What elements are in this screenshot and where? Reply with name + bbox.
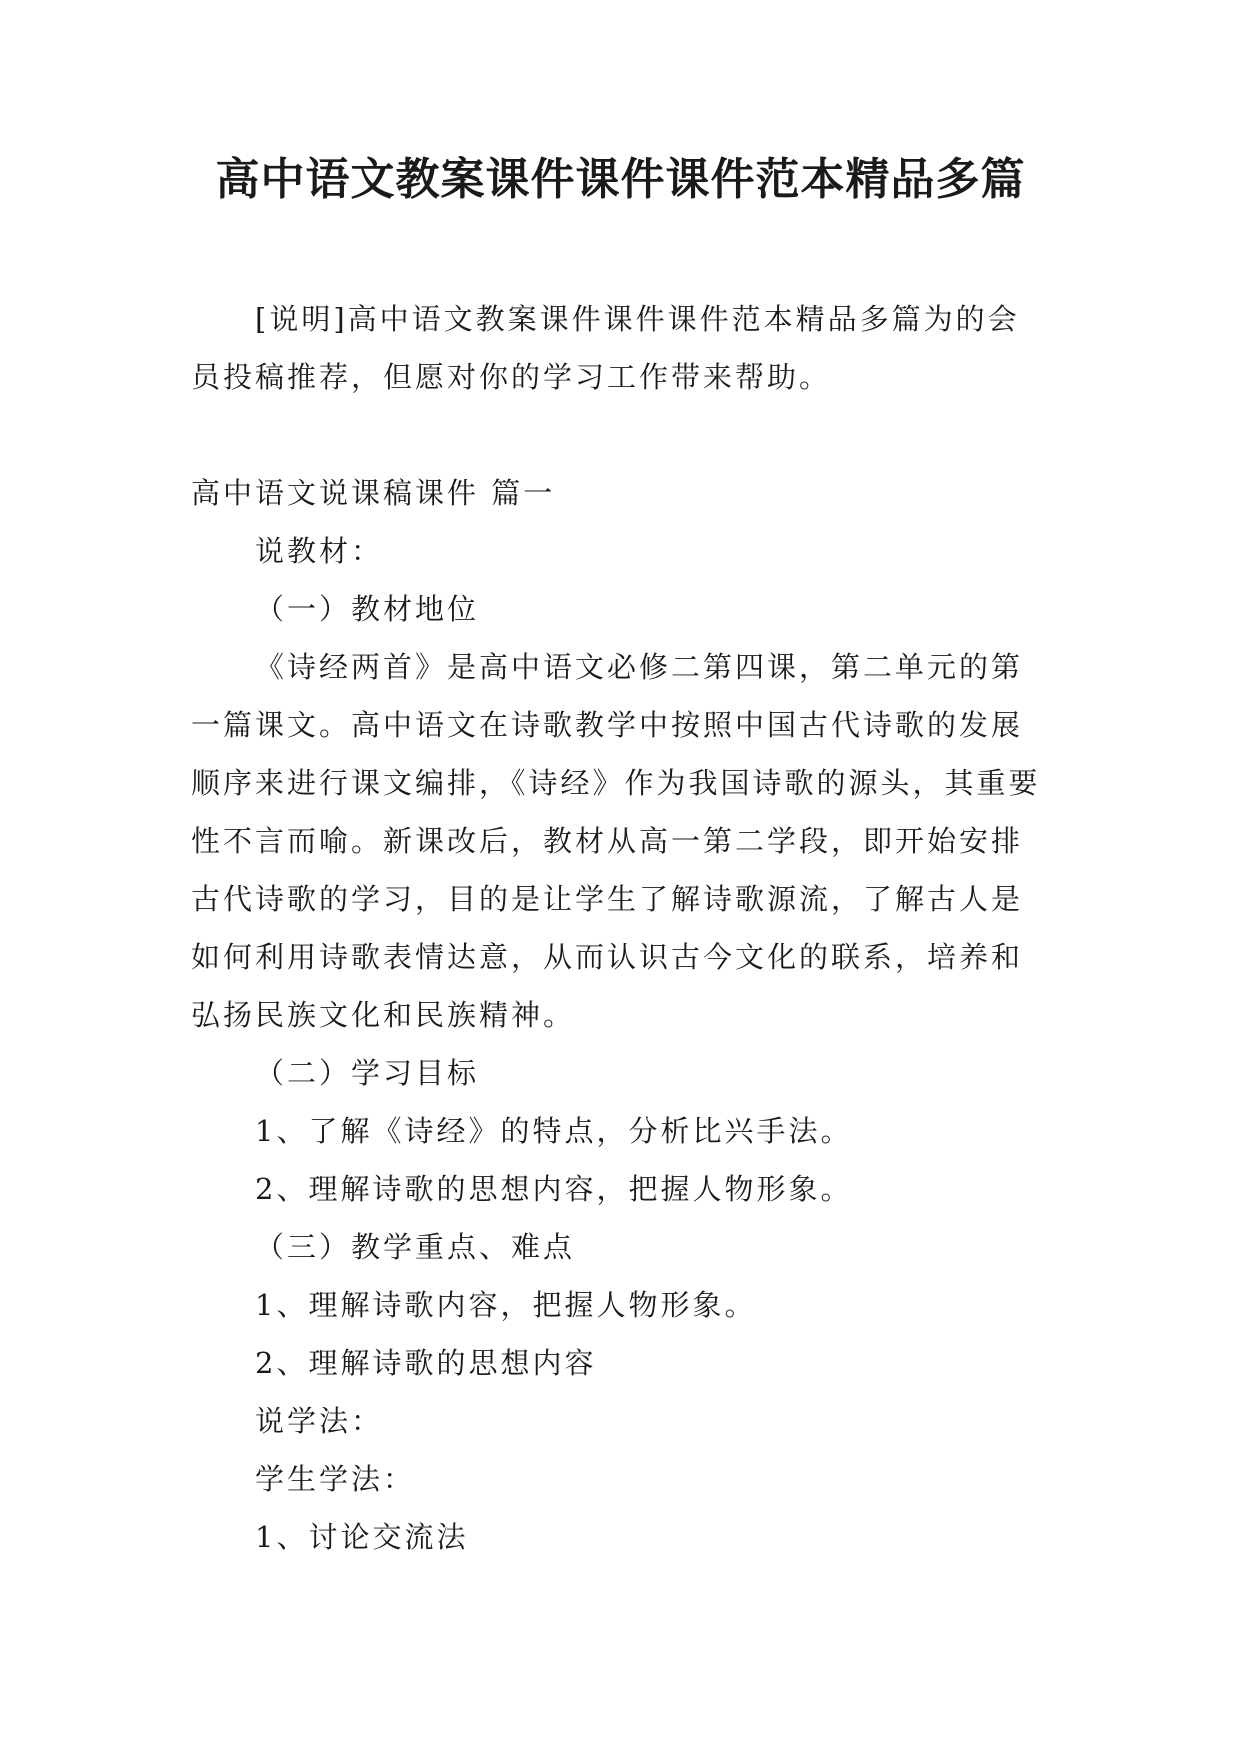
- paragraph: 1、理解诗歌内容，把握人物形象。: [255, 1288, 757, 1322]
- intro-paragraph: [说明]高中语文教案课件课件课件范本精品多篇为的会员投稿推荐，但愿对你的学习工作带来帮助。: [191, 302, 1020, 394]
- paragraph: （一）教材地位: [255, 592, 480, 626]
- paragraph: 2、理解诗歌的思想内容，把握人物形象。: [255, 1172, 853, 1206]
- paragraph: 说教材：: [255, 534, 384, 568]
- paragraph: （二）学习目标: [255, 1056, 480, 1090]
- paragraph: 1、了解《诗经》的特点，分析比兴手法。: [255, 1114, 853, 1148]
- section-heading: 高中语文说课稿课件 篇一: [191, 476, 556, 510]
- paragraph: 《诗经两首》是高中语文必修二第四课，第二单元的第一篇课文。高中语文在诗歌教学中按照中国古代诗歌的发展顺序来进行课文编排，《诗经》作为我国诗歌的源头，其重要性不言而喻。新课改后，教材从高一第二学段，即开始安排古代诗歌的学习，目的是让学生了解诗歌源流，了解古人是如何利用诗歌表情达意，从而认识古今文化的联系，培养和弘扬民族文化和民族精神。: [191, 650, 1041, 1032]
- document-body: [191, 290, 1051, 1566]
- paragraph: 2、理解诗歌的思想内容: [255, 1346, 597, 1380]
- paragraph: （三）教学重点、难点: [255, 1230, 576, 1264]
- paragraph: 1、讨论交流法: [255, 1520, 469, 1554]
- paragraph: 说学法：: [255, 1404, 384, 1438]
- paragraph: 学生学法：: [255, 1462, 416, 1496]
- document-title: 高中语文教案课件课件课件范本精品多篇: [215, 154, 1026, 205]
